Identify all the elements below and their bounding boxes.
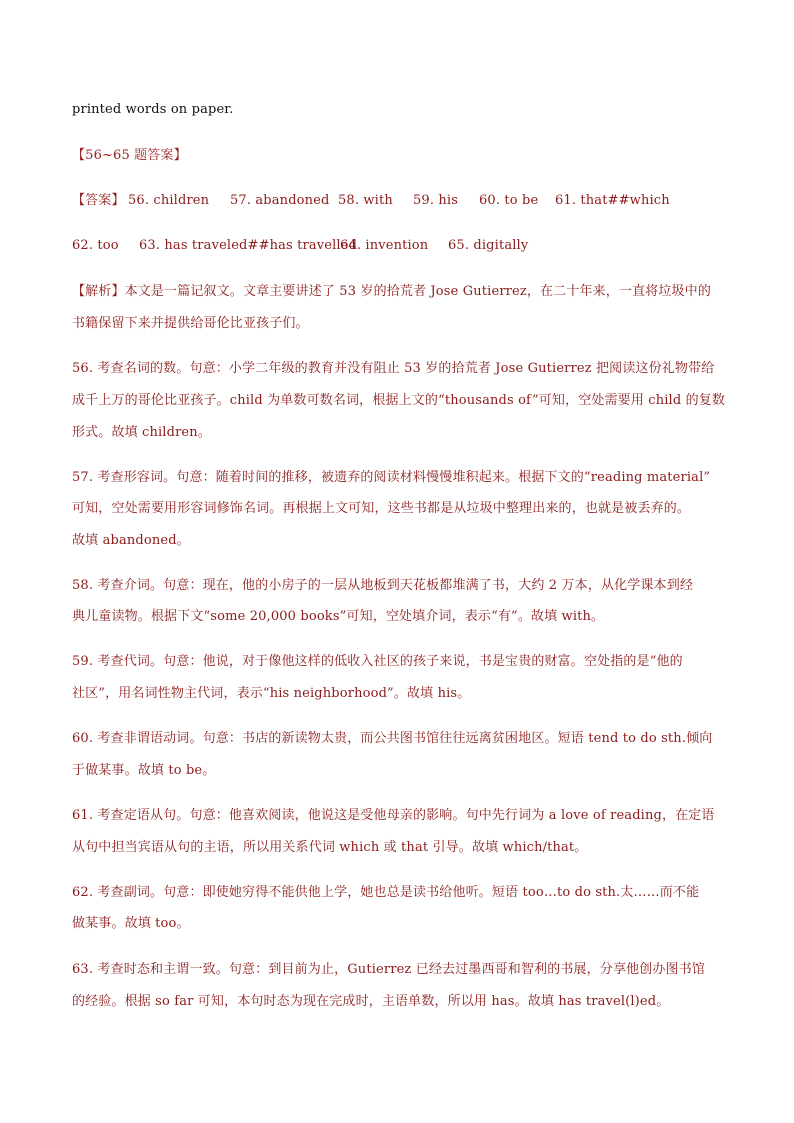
item-59-line-2: 社区”，用名词性物主代词，表示“his neighborhood”。故填 his。 [72, 686, 471, 701]
answer-62: 62. too [72, 238, 119, 253]
item-56-line-1: 56. 考查名词的数。句意：小学二年级的教育并没有阻止 53 岁的拾荒者 Jose Gutierrez 把阅读这份礼物带给 [72, 361, 715, 376]
item-58-line-1: 58. 考查介词。句意：现在，他的小房子的一层从地板到天花板都堆满了书，大约 2 万本，从化学课本到经 [72, 578, 693, 593]
answer-57: 57. abandoned [230, 193, 330, 208]
answer-61: 61. that##which [555, 193, 670, 208]
item-62-line-1: 62. 考查副词。句意：即使她穷得不能供他上学，她也总是读书给他听。短语 too…to do sth.太……而不能 [72, 885, 700, 900]
answer-59: 59. his [413, 193, 459, 208]
item-60-line-2: 于做某事。故填 to be。 [72, 763, 216, 778]
answers-row-1 [72, 192, 732, 210]
item-57-line-3: 故填 abandoned。 [72, 533, 190, 548]
item-63-line-2: 的经验。根据 so far 可知，本句时态为现在完成时，主语单数，所以用 has。故填 has travel(l)ed。 [72, 994, 670, 1009]
answer-64: 64. invention [340, 238, 429, 253]
analysis-tag: 【解析】 [72, 284, 125, 299]
answers-tag: 【答案】 [72, 193, 125, 208]
answer-56: 56. children [128, 193, 210, 208]
section-heading: 【56~65 题答案】 [72, 148, 187, 163]
answer-65: 65. digitally [448, 238, 529, 253]
analysis-line-1 [72, 283, 732, 301]
item-56-line-2: 成千上万的哥伦比亚孩子。child 为单数可数名词，根据上文的“thousands of”可知，空处需要用 child 的复数 [72, 393, 726, 408]
answer-60: 60. to be [479, 193, 539, 208]
answer-63: 63. has traveled##has travelled [139, 238, 358, 253]
item-63-line-1: 63. 考查时态和主谓一致。句意：到目前为止，Gutierrez 已经去过墨西哥和智利的书展，分享他创办图书馆 [72, 962, 705, 977]
item-61-line-2: 从句中担当宾语从句的主语，所以用关系代词 which 或 that 引导。故填 which/that。 [72, 840, 588, 855]
item-60-line-1: 60. 考查非谓语动词。句意：书店的新读物太贵，而公共图书馆往往远离贫困地区。短语 tend to do sth.倾向 [72, 731, 713, 746]
answers-row-2 [72, 237, 732, 255]
continuation-text: printed words on paper. [72, 102, 234, 117]
answer-58: 58. with [338, 193, 393, 208]
analysis-text-1: 本文是一篇记叙文。文章主要讲述了 53 岁的拾荒者 Jose Gutierrez，在二十年来，一直将垃圾中的 [124, 284, 711, 299]
analysis-line-2: 书籍保留下来并提供给哥伦比亚孩子们。 [72, 316, 309, 331]
item-62-line-2: 做某事。故填 too。 [72, 916, 190, 931]
item-61-line-1: 61. 考查定语从句。句意：他喜欢阅读，他说这是受他母亲的影响。句中先行词为 a love of reading，在定语 [72, 808, 715, 823]
item-57-line-1: 57. 考查形容词。句意：随着时间的推移，被遗弃的阅读材料慢慢堆积起来。根据下文的“reading material” [72, 470, 711, 485]
item-56-line-3: 形式。故填 children。 [72, 425, 211, 440]
item-59-line-1: 59. 考查代词。句意：他说，对于像他这样的低收入社区的孩子来说，书是宝贵的财富。空处指的是“他的 [72, 654, 683, 669]
item-57-line-2: 可知，空处需要用形容词修饰名词。再根据上文可知，这些书都是从垃圾中整理出来的，也就是被丢弃的。 [72, 501, 691, 516]
item-58-line-2: 典儿童读物。根据下文“some 20,000 books”可知，空处填介词，表示“有”。故填 with。 [72, 609, 605, 624]
